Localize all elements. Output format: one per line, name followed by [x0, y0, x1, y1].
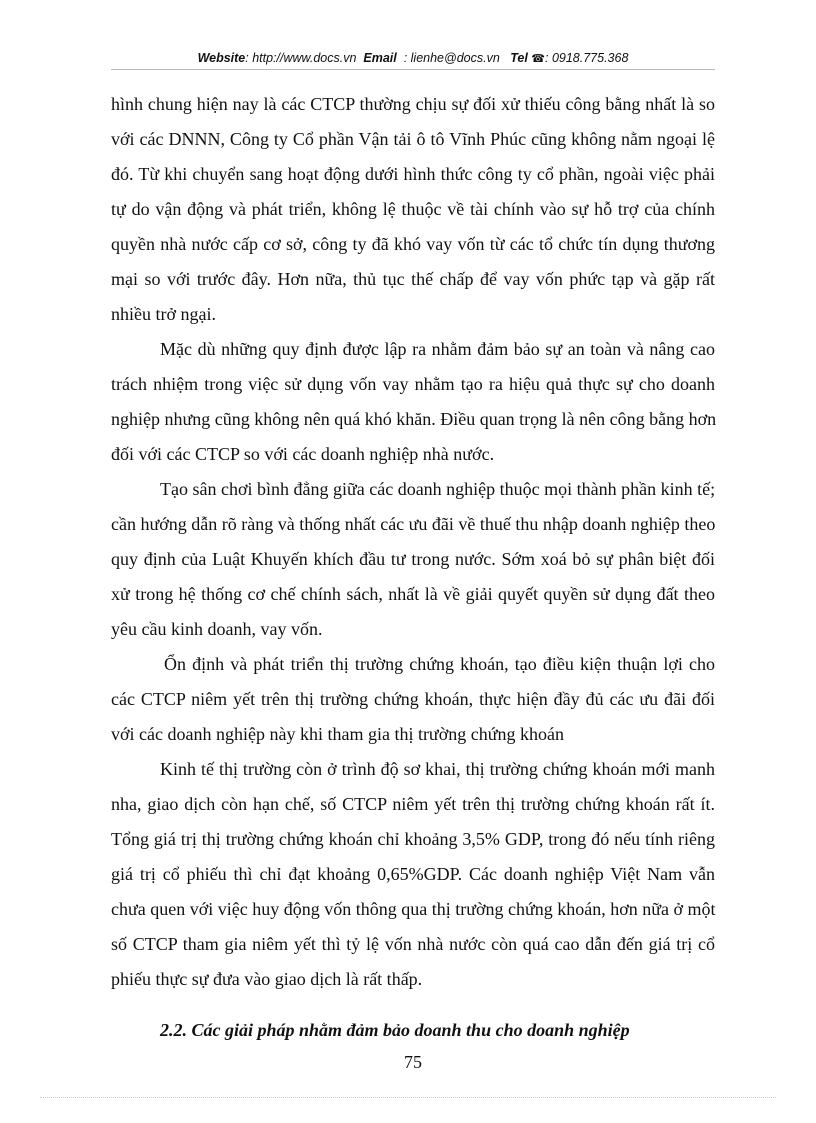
body-line: trách nhiệm trong việc sử dụng vốn vay nhằm tạo ra hiệu quả thực sự cho doanh — [111, 374, 715, 394]
body-line: quyền nhà nước cấp cơ sở, công ty đã khó vay vốn từ các tổ chức tín dụng thương — [111, 234, 715, 254]
email-label: Email — [363, 51, 397, 65]
tel-number: : 0918.775.368 — [545, 51, 629, 65]
body-line: các CTCP niêm yết trên thị trường chứng khoán, thực hiện đầy đủ các ưu đãi đối — [111, 689, 715, 709]
footer-divider — [40, 1097, 776, 1098]
email-address: : lienhe@docs.vn — [403, 51, 500, 65]
body-line: nghiệp nhưng cũng không nên quá khó khăn. Điều quan trọng là nên công bằng hơn — [111, 409, 717, 429]
body-line: giá trị cổ phiếu thì chỉ đạt khoảng 0,65%GDP. Các doanh nghiệp Việt Nam vẫn — [111, 864, 715, 884]
body-line: nhiều trở ngại. — [111, 304, 216, 324]
body-line: tự do vận động và phát triển, không lệ thuộc về tài chính vào sự hỗ trợ của chính — [111, 199, 715, 219]
body-line: đó. Từ khi chuyển sang hoạt động dưới hình thức công ty cổ phần, ngoài việc phải — [111, 164, 715, 184]
telephone-icon: ☎ — [531, 53, 545, 65]
body-line: đối với các CTCP so với các doanh nghiệp nhà nước. — [111, 444, 495, 464]
tel-label: Tel — [510, 51, 528, 65]
body-line: phiếu thực sự đưa vào giao dịch là rất thấp. — [111, 969, 423, 989]
body-line: mại so với trước đây. Hơn nữa, thủ tục thế chấp để vay vốn phức tạp và gặp rất — [111, 269, 715, 289]
website-url: : http://www.docs.vn — [245, 51, 357, 65]
body-line: Tổng giá trị thị trường chứng khoán chỉ khoảng 3,5% GDP, trong đó nếu tính riêng — [111, 829, 715, 849]
section-heading: 2.2. Các giải pháp nhằm đảm bảo doanh thu cho doanh nghiệp — [160, 1020, 630, 1040]
body-line: nha, giao dịch còn hạn chế, số CTCP niêm yết trên thị trường chứng khoán rất ít. — [111, 794, 715, 814]
body-line: chưa quen với việc huy động vốn thông qua thị trường chứng khoán, hơn nữa ở một — [111, 899, 716, 919]
body-line: Mặc dù những quy định được lập ra nhằm đảm bảo sự an toàn và nâng cao — [160, 339, 715, 359]
body-line: yêu cầu kinh doanh, vay vốn. — [111, 619, 323, 639]
body-line: số CTCP tham gia niêm yết thì tỷ lệ vốn nhà nước còn quá cao dẫn đến giá trị cổ — [111, 934, 715, 954]
body-line: Tạo sân chơi bình đẳng giữa các doanh nghiệp thuộc mọi thành phần kinh tế; — [160, 479, 716, 499]
website-label: Website — [197, 51, 246, 65]
body-line: hình chung hiện nay là các CTCP thường chịu sự đối xử thiếu công bằng nhất là so — [111, 94, 715, 114]
body-line: với các DNNN, Công ty Cổ phần Vận tải ô tô Vĩnh Phúc cũng không nằm ngoại lệ — [111, 129, 715, 149]
page-number: 75 — [404, 1052, 422, 1072]
body-line: Kinh tế thị trường còn ở trình độ sơ khai, thị trường chứng khoán mới manh — [160, 759, 715, 779]
page-header — [111, 50, 715, 67]
body-line: Ổn định và phát triển thị trường chứng khoán, tạo điều kiện thuận lợi cho — [164, 654, 715, 674]
body-line: với các doanh nghiệp này khi tham gia thị trường chứng khoán — [111, 724, 564, 744]
body-line: quy định của Luật Khuyến khích đầu tư trong nước. Sớm xoá bỏ sự phân biệt đối — [111, 549, 715, 569]
header-divider — [111, 69, 715, 70]
body-line: cần hướng dẫn rõ ràng và thống nhất các ưu đãi về thuế thu nhập doanh nghiệp theo — [111, 514, 716, 534]
body-line: xử trong hệ thống cơ chế chính sách, nhất là về giải quyết quyền sử dụng đất theo — [111, 584, 715, 604]
